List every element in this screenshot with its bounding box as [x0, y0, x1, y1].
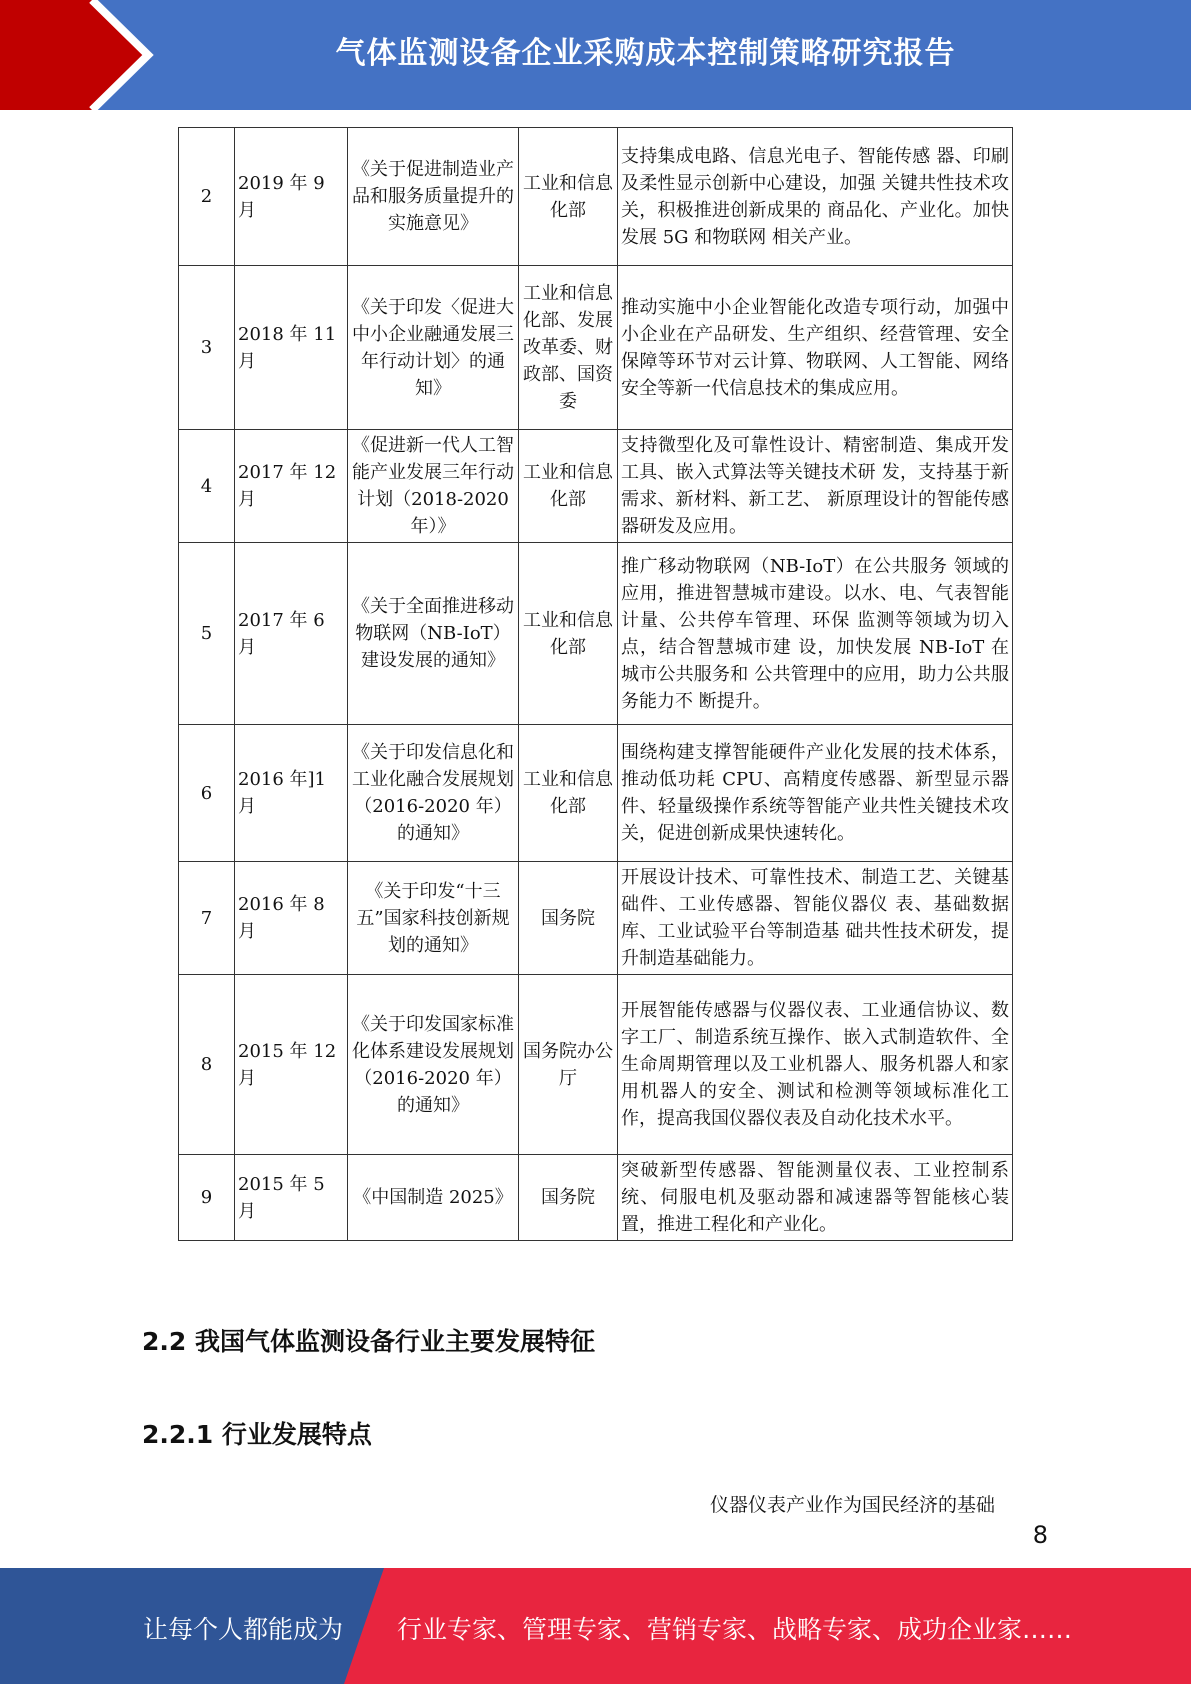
row-content: 推广移动物联网（NB-IoT）在公共服务 领域的应用，推进智慧城市建设。以水、电、气表智能计量、公共停车管理、环保 监测等领域为切入点，结合智慧城市建 设，加快发展 NB-IoT 在城市公共服务和 公共管理中的应用，助力公共服务能力不 断提升。 — [618, 543, 1013, 725]
row-department: 工业和信息化部 — [519, 430, 618, 543]
row-policy-title: 《关于印发“十三五”国家科技创新规划的通知》 — [348, 862, 519, 975]
row-number: 2 — [179, 128, 235, 266]
row-content: 支持微型化及可靠性设计、精密制造、集成开发工具、嵌入式算法等关键技术研 发，支持基于新需求、新材料、新工艺、 新原理设计的智能传感器研发及应用。 — [618, 430, 1013, 543]
row-content: 支持集成电路、信息光电子、智能传感 器、印刷及柔性显示创新中心建设，加强 关键共性技术攻关，积极推进创新成果的 商品化、产业化。加快发展 5G 和物联网 相关产业。 — [618, 128, 1013, 266]
row-department: 工业和信息化部 — [519, 543, 618, 725]
table-row — [179, 862, 1013, 975]
row-content: 开展设计技术、可靠性技术、制造工艺、关键基础件、工业传感器、智能仪器仪 表、基础数据库、工业试验平台等制造基 础共性技术研发，提升制造基础能力。 — [618, 862, 1013, 975]
row-policy-title: 《关于印发信息化和工业化融合发展规划（2016-2020 年）的通知》 — [348, 725, 519, 862]
report-title: 气体监测设备企业采购成本控制策略研究报告 — [335, 36, 956, 71]
row-date: 2018 年 11 月 — [235, 266, 348, 430]
table-row — [179, 543, 1013, 725]
row-policy-title: 《关于印发国家标准化体系建设发展规划（2016-2020 年）的通知》 — [348, 975, 519, 1155]
row-date: 2017 年 12 月 — [235, 430, 348, 543]
row-policy-title: 《促进新一代人工智能产业发展三年行动计划（2018-2020 年）》 — [348, 430, 519, 543]
row-number: 8 — [179, 975, 235, 1155]
row-content: 开展智能传感器与仪器仪表、工业通信协议、数字工厂、制造系统互操作、嵌入式制造软件、全生命周期管理以及工业机器人、服务机器人和家用机器人的安全、测试和检测等领域标准化工作，提高我国仪器仪表及自动化技术水平。 — [618, 975, 1013, 1155]
row-date: 2015 年 12 月 — [235, 975, 348, 1155]
row-content: 围绕构建支撑智能硬件产业化发展的技术体系，推动低功耗 CPU、高精度传感器、新型显示器件、轻量级操作系统等智能产业共性关键技术攻关，促进创新成果快速转化。 — [618, 725, 1013, 862]
row-number: 7 — [179, 862, 235, 975]
page-header — [0, 0, 1191, 110]
row-policy-title: 《中国制造 2025》 — [348, 1155, 519, 1241]
table-row — [179, 430, 1013, 543]
section-heading: 2.2 我国气体监测设备行业主要发展特征 — [142, 1327, 595, 1356]
table-row — [179, 725, 1013, 862]
row-number: 4 — [179, 430, 235, 543]
row-policy-title: 《关于促进制造业产品和服务质量提升的实施意见》 — [348, 128, 519, 266]
paragraph-text: 仪器仪表产业作为国民经济的基础 — [710, 1494, 996, 1516]
row-department: 国务院 — [519, 862, 618, 975]
row-content: 突破新型传感器、智能测量仪表、工业控制系统、伺服电机及驱动器和减速器等智能核心装置，推进工程化和产业化。 — [618, 1155, 1013, 1241]
row-department: 工业和信息化部 — [519, 128, 618, 266]
row-date: 2019 年 9 月 — [235, 128, 348, 266]
subsection-heading: 2.2.1 行业发展特点 — [142, 1420, 372, 1449]
row-number: 5 — [179, 543, 235, 725]
footer-slogan-right: 行业专家、管理专家、营销专家、战略专家、成功企业家…… — [397, 1615, 1073, 1644]
row-number: 3 — [179, 266, 235, 430]
row-department: 工业和信息化部、发展改革委、财政部、国资委 — [519, 266, 618, 430]
row-policy-title: 《关于印发〈促进大中小企业融通发展三年行动计划〉的通知》 — [348, 266, 519, 430]
table-row — [179, 128, 1013, 266]
page-number: 8 — [1032, 1521, 1048, 1549]
page-footer — [0, 1568, 1191, 1684]
row-content: 推动实施中小企业智能化改造专项行动，加强中小企业在产品研发、生产组织、经营管理、安全保障等环节对云计算、物联网、人工智能、网络安全等新一代信息技术的集成应用。 — [618, 266, 1013, 430]
policy-table — [178, 127, 1013, 1241]
table-row — [179, 1155, 1013, 1241]
row-number: 9 — [179, 1155, 235, 1241]
row-date: 2015 年 5 月 — [235, 1155, 348, 1241]
row-date: 2016 年 8 月 — [235, 862, 348, 975]
row-date: 2017 年 6 月 — [235, 543, 348, 725]
row-policy-title: 《关于全面推进移动物联网（NB-IoT）建设发展的通知》 — [348, 543, 519, 725]
row-department: 工业和信息化部 — [519, 725, 618, 862]
table-row — [179, 266, 1013, 430]
row-department: 国务院办公厅 — [519, 975, 618, 1155]
row-date: 2016 年]1 月 — [235, 725, 348, 862]
row-department: 国务院 — [519, 1155, 618, 1241]
footer-slogan-left: 让每个人都能成为 — [143, 1615, 344, 1644]
row-number: 6 — [179, 725, 235, 862]
table-row — [179, 975, 1013, 1155]
